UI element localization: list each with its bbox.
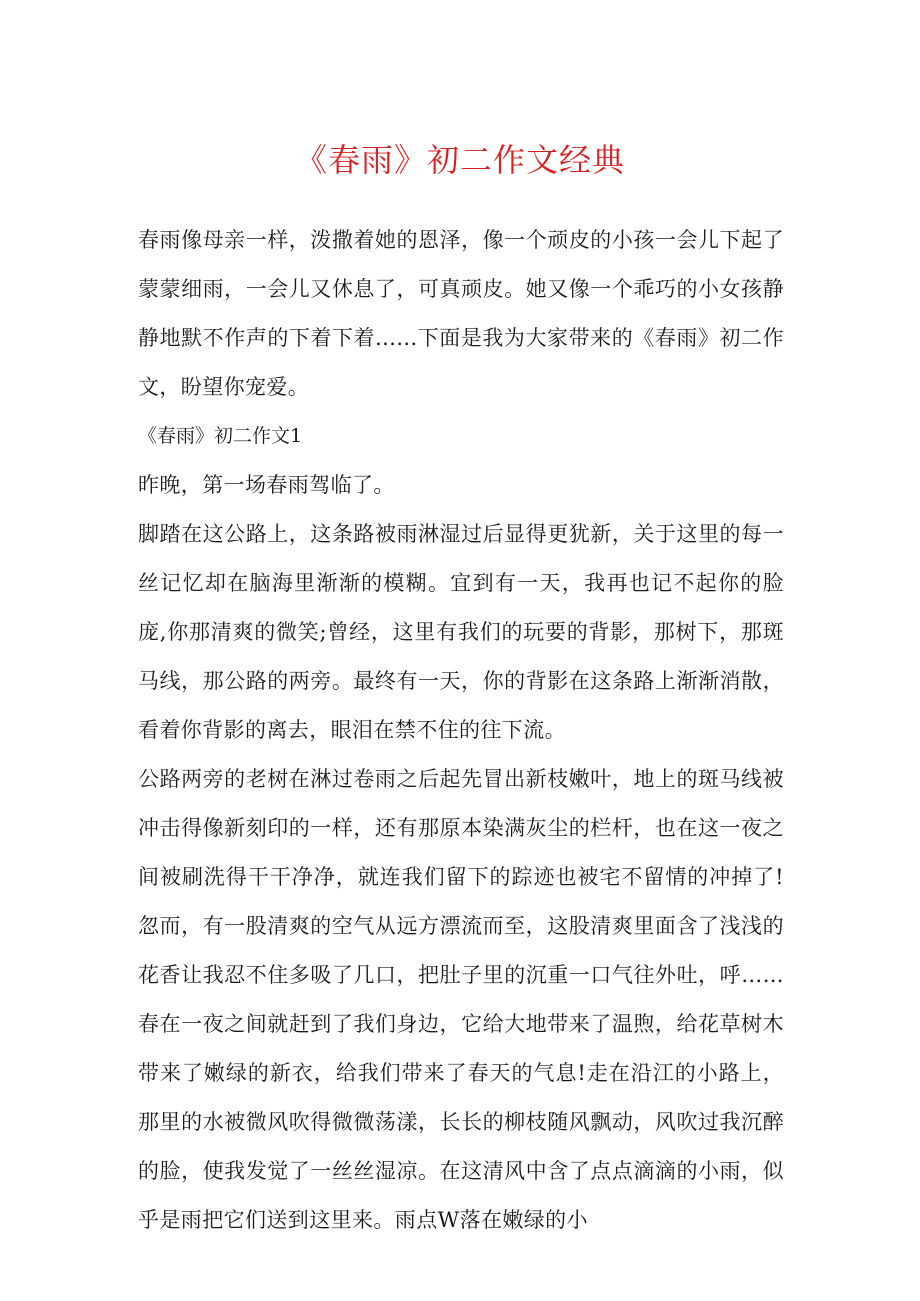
- body-paragraph-2: 脚踏在这公路上，这条路被雨淋湿过后显得更犹新，关于这里的每一丝记忆却在脑海里渐渐的模糊。宜到有一天，我再也记不起你的脸庞,你那清爽的微笑;曾经，这里有我们的玩要的背影，那树下，那斑马线，那公路的两旁。最终有一天，你的背影在这条路上渐渐消散，看着你背影的离去，眼泪在禁不住的往下流。: [138, 522, 784, 742]
- document-body: [138, 216, 784, 1245]
- body-paragraph-1: 昨晚，第一场春雨驾临了。: [138, 473, 395, 497]
- intro-paragraph: 春雨像母亲一样，泼撒着她的恩泽，像一个顽皮的小孩一会儿下起了蒙蒙细雨，一会儿又休息了，可真顽皮。她又像一个乖巧的小女孩静静地默不作声的下着下着......下面是我为大家带来的《春雨》初二作文，盼望你宠爱。: [138, 228, 784, 399]
- body-paragraph-3: 公路两旁的老树在淋过卷雨之后起先冒出新枝嫩叶，地上的斑马线被冲击得像新刻印的一样，还有那原本染满灰尘的栏杆，也在这一夜之间被刷洗得干干净净，就连我们留下的踪迹也被宅不留情的冲掉了!忽而，有一股清爽的空气从远方漂流而至，这股清爽里面含了浅浅的花香让我忍不住多吸了几口，把肚子里的沉重一口气往外吐，呼……春在一夜之间就赶到了我们身边，它给大地带来了温煦，给花草树木带来了嫩绿的新衣，给我们带来了春天的气息!走在沿江的小路上，那里的水被微风吹得微微荡漾，长长的柳枝随风飘动，风吹过我沉醉的脸，使我发觉了一丝丝湿凉。在这清风中含了点点滴滴的小雨，似乎是雨把它们送到这里来。雨点W落在嫩绿的小: [138, 767, 784, 1232]
- document-title: 《春雨》初二作文经典: [294, 141, 625, 179]
- section-heading: 《春雨》初二作文1: [138, 425, 303, 447]
